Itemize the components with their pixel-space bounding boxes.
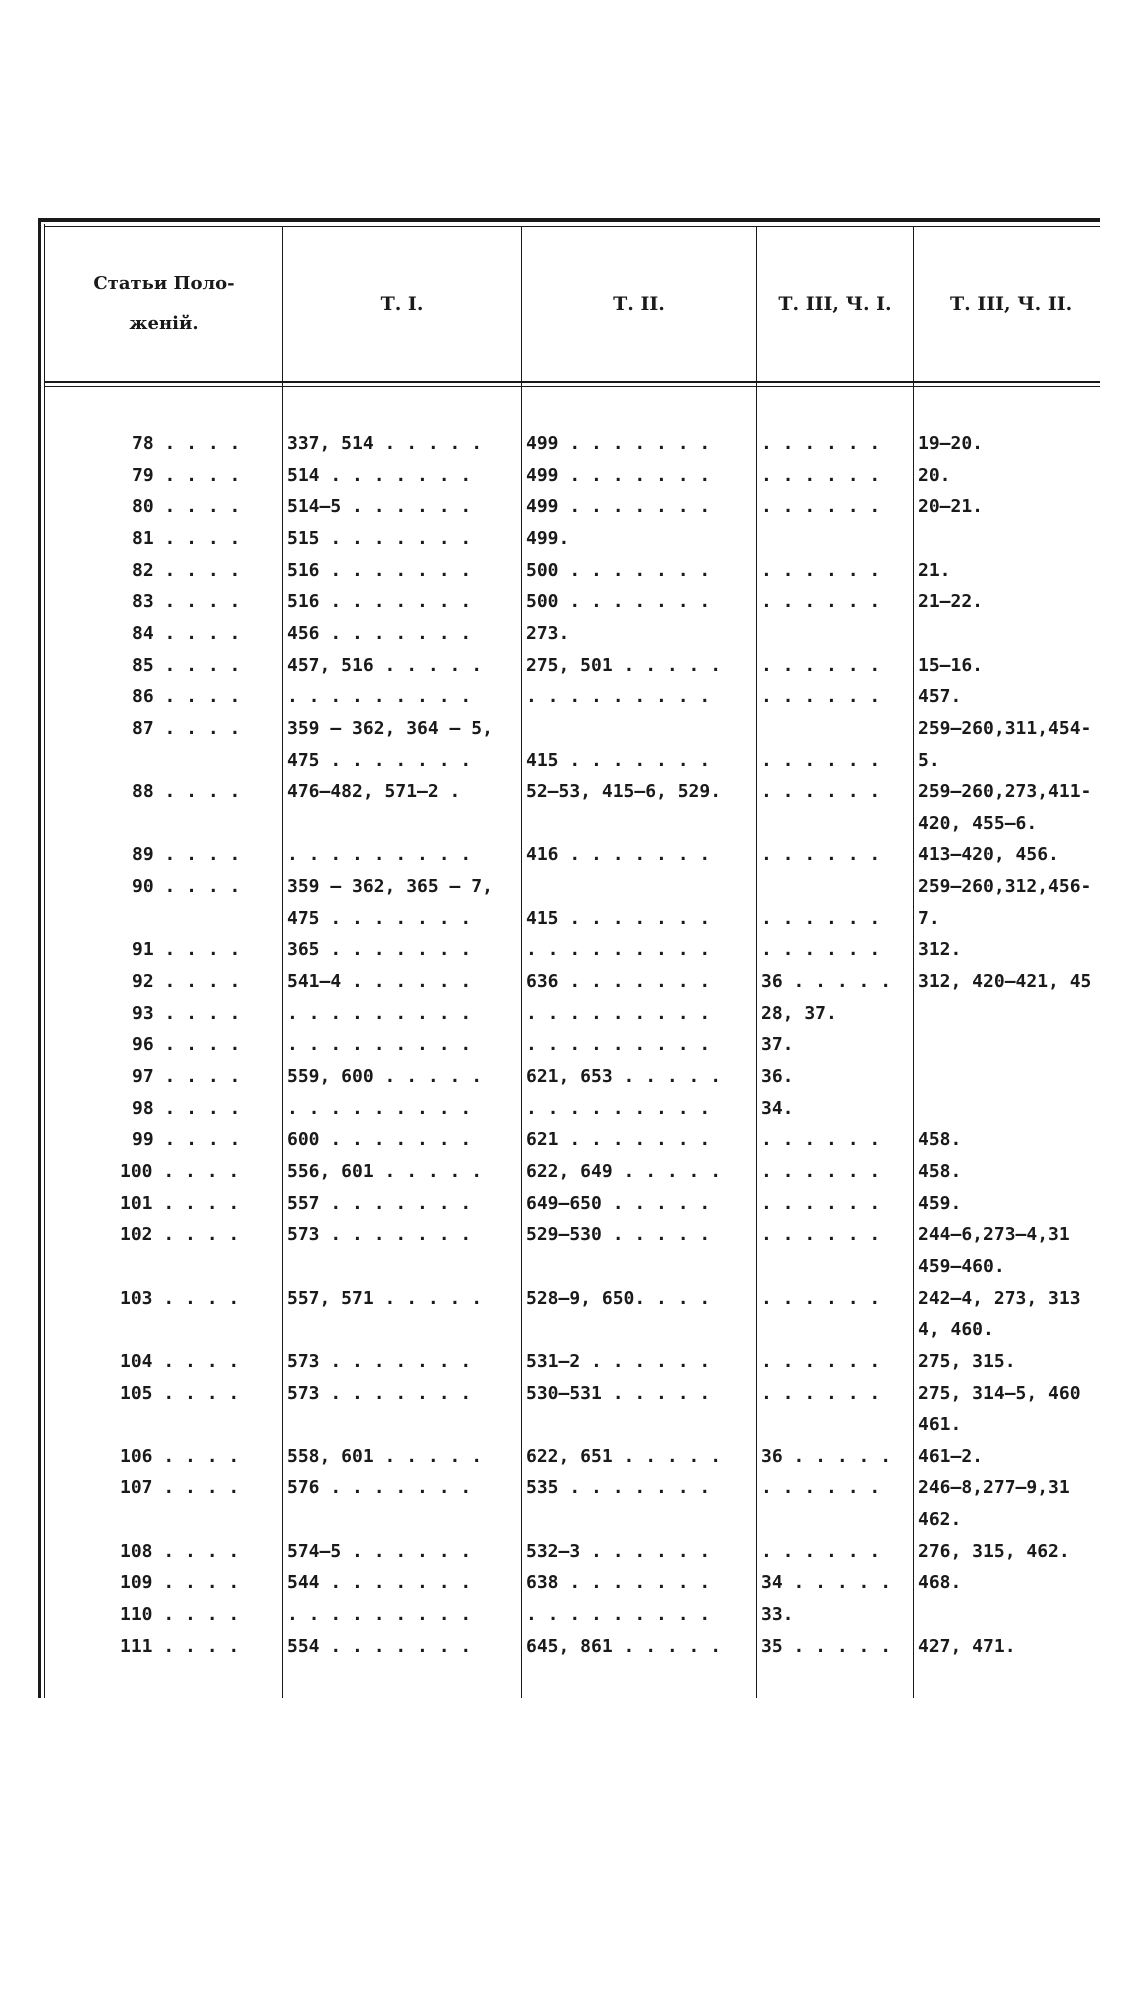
- table-cell: [918, 1599, 1100, 1630]
- table-cell: 108 . . . .: [120, 1540, 240, 1562]
- table-cell: 461—2.: [918, 1445, 984, 1467]
- table-cell: 35 . . . . .: [761, 1635, 892, 1657]
- table-row: [0, 1472, 1140, 1503]
- table-cell: 19—20.: [918, 433, 984, 454]
- table-cell: 359 — 362, 365 — 7,: [287, 876, 493, 898]
- table-row: [0, 934, 1140, 965]
- table-cell: 461.: [918, 1414, 962, 1436]
- table-cell: 415 . . . . . . .: [526, 907, 711, 929]
- table-cell: [761, 713, 911, 744]
- table-cell: . . . . . .: [761, 1287, 881, 1309]
- table-cell: 457.: [918, 686, 962, 708]
- table-cell: . . . . . .: [761, 433, 881, 454]
- table-cell: . . . . . .: [761, 844, 881, 866]
- table-row: [0, 745, 1140, 776]
- table-cell: 413—420, 456.: [918, 844, 1059, 866]
- table-cell: 476—482, 571—2 .: [287, 781, 461, 803]
- table-cell: 459—460.: [918, 1255, 1005, 1277]
- table-cell: 600 . . . . . . .: [287, 1129, 472, 1151]
- table-cell: 246—8,277—9,31: [918, 1477, 1070, 1499]
- table-cell: 275, 501 . . . . .: [526, 654, 722, 676]
- table-cell: 554 . . . . . . .: [287, 1635, 472, 1657]
- table-cell: 475 . . . . . . .: [287, 749, 472, 771]
- table-cell: 34 . . . . .: [761, 1572, 892, 1594]
- table-cell: 359 — 362, 364 — 5,: [287, 717, 493, 739]
- header-volume-3-part-2: Т. III, Ч. II.: [950, 293, 1073, 315]
- table-cell: . . . . . . . . .: [526, 686, 711, 708]
- table-cell: . . . . . .: [761, 686, 881, 708]
- table-cell: 574—5 . . . . . .: [287, 1540, 472, 1562]
- table-cell: . . . . . .: [761, 781, 881, 803]
- table-cell: . . . . . .: [761, 1382, 881, 1404]
- table-cell: 104 . . . .: [120, 1350, 240, 1372]
- table-cell: 531—2 . . . . . .: [526, 1350, 711, 1372]
- table-row: [0, 713, 1140, 744]
- table-cell: [287, 808, 517, 839]
- table-cell: 99 . . . .: [132, 1129, 241, 1151]
- table-cell: . . . . . .: [761, 1477, 881, 1499]
- table-cell: 638 . . . . . . .: [526, 1572, 711, 1594]
- table-cell: 89 . . . .: [132, 844, 241, 866]
- table-row: [0, 681, 1140, 712]
- table-cell: . . . . . .: [761, 907, 881, 929]
- table-cell: 83 . . . .: [132, 591, 241, 613]
- table-cell: 20—21.: [918, 496, 984, 518]
- table-cell: [92, 1409, 282, 1440]
- table-cell: [761, 871, 911, 902]
- table-cell: 109 . . . .: [120, 1572, 240, 1594]
- table-row: [0, 1156, 1140, 1187]
- table-cell: 110 . . . .: [120, 1604, 240, 1626]
- table-cell: 468.: [918, 1572, 962, 1594]
- table-cell: 645, 861 . . . . .: [526, 1635, 722, 1657]
- table-row: [0, 1124, 1140, 1155]
- table-cell: 276, 315, 462.: [918, 1540, 1070, 1562]
- table-cell: 111 . . . .: [120, 1635, 240, 1657]
- table-row: [0, 428, 1140, 459]
- table-cell: . . . . . .: [761, 1192, 881, 1214]
- table-cell: . . . . . . . . .: [526, 1604, 711, 1626]
- table-cell: 516 . . . . . . .: [287, 559, 472, 581]
- table-row: [0, 808, 1140, 839]
- table-row: [0, 650, 1140, 681]
- table-cell: 457, 516 . . . . .: [287, 654, 483, 676]
- table-cell: [287, 1409, 517, 1440]
- table-row: [0, 871, 1140, 902]
- table-cell: 622, 649 . . . . .: [526, 1160, 722, 1182]
- table-cell: 459.: [918, 1192, 962, 1214]
- table-cell: 273.: [526, 622, 570, 644]
- table-cell: [761, 1409, 911, 1440]
- table-cell: 90 . . . .: [132, 876, 241, 898]
- header-articles: Статьи Поло- женій.: [93, 273, 235, 334]
- table-row: [0, 460, 1140, 491]
- table-cell: 475 . . . . . . .: [287, 907, 472, 929]
- table-cell: 416 . . . . . . .: [526, 844, 711, 866]
- table-cell: 101 . . . .: [120, 1192, 240, 1214]
- table-cell: 91 . . . .: [132, 939, 241, 961]
- table-cell: 573 . . . . . . .: [287, 1350, 472, 1372]
- table-row: [0, 618, 1140, 649]
- table-cell: . . . . . . . . .: [287, 686, 472, 708]
- table-cell: . . . . . . . . .: [287, 1034, 472, 1056]
- table-row: [0, 523, 1140, 554]
- table-row: [0, 491, 1140, 522]
- table-cell: 4, 460.: [918, 1319, 994, 1341]
- table-cell: [918, 618, 1100, 649]
- table-cell: 88 . . . .: [132, 781, 241, 803]
- table-row: [0, 966, 1140, 997]
- table-cell: 365 . . . . . . .: [287, 939, 472, 961]
- table-cell: [918, 998, 1100, 1029]
- table-cell: [92, 1251, 282, 1282]
- table-cell: . . . . . . . . .: [526, 1034, 711, 1056]
- table-cell: 621 . . . . . . .: [526, 1129, 711, 1151]
- table-row: [0, 1504, 1140, 1535]
- table-cell: 427, 471.: [918, 1635, 1016, 1657]
- header-volume-3-part-1: Т. III, Ч. I.: [778, 293, 892, 315]
- table-row: [0, 1188, 1140, 1219]
- frame-border-top: [38, 218, 1100, 222]
- table-cell: [92, 1504, 282, 1535]
- table-cell: 312.: [918, 939, 962, 961]
- table-cell: 102 . . . .: [120, 1224, 240, 1246]
- table-cell: 81 . . . .: [132, 527, 241, 549]
- table-cell: 515 . . . . . . .: [287, 527, 472, 549]
- table-cell: . . . . . . . . .: [287, 844, 472, 866]
- table-cell: [287, 1251, 517, 1282]
- table-cell: . . . . . . . . .: [287, 1002, 472, 1024]
- table-cell: 52—53, 415—6, 529.: [526, 781, 722, 803]
- table-cell: 98 . . . .: [132, 1097, 241, 1119]
- table-cell: . . . . . . . . .: [526, 1097, 711, 1119]
- table-cell: 557 . . . . . . .: [287, 1192, 472, 1214]
- table-cell: . . . . . .: [761, 559, 881, 581]
- table-cell: 514 . . . . . . .: [287, 464, 472, 486]
- table-cell: 79 . . . .: [132, 464, 241, 486]
- table-cell: . . . . . . . . .: [287, 1604, 472, 1626]
- table-row: [0, 1314, 1140, 1345]
- table-cell: . . . . . .: [761, 1129, 881, 1151]
- table-cell: 244—6,273—4,31: [918, 1224, 1070, 1246]
- table-row: [0, 1631, 1140, 1662]
- table-cell: 529—530 . . . . .: [526, 1224, 711, 1246]
- table-cell: 106 . . . .: [120, 1445, 240, 1467]
- table-cell: 242—4, 273, 313: [918, 1287, 1081, 1309]
- table-cell: 516 . . . . . . .: [287, 591, 472, 613]
- table-cell: [92, 1314, 282, 1345]
- table-cell: 5.: [918, 749, 940, 771]
- table-cell: [287, 1504, 517, 1535]
- table-cell: [761, 1314, 911, 1345]
- table-cell: 87 . . . .: [132, 717, 241, 739]
- table-cell: 259—260,273,411-: [918, 781, 1092, 803]
- table-cell: . . . . . .: [761, 939, 881, 961]
- table-cell: [526, 713, 752, 744]
- table-cell: [526, 1251, 752, 1282]
- table-cell: 275, 314—5, 460: [918, 1382, 1081, 1404]
- table-row: [0, 1219, 1140, 1250]
- table-cell: [526, 808, 752, 839]
- table-cell: [761, 523, 911, 554]
- table-row: [0, 555, 1140, 586]
- table-cell: . . . . . .: [761, 591, 881, 613]
- table-cell: 92 . . . .: [132, 971, 241, 993]
- table-cell: 499.: [526, 527, 570, 549]
- table-cell: 312, 420—421, 45: [918, 971, 1092, 993]
- table-cell: 337, 514 . . . . .: [287, 433, 483, 454]
- table-cell: 82 . . . .: [132, 559, 241, 581]
- table-cell: 103 . . . .: [120, 1287, 240, 1309]
- table-row: [0, 903, 1140, 934]
- table-cell: 557, 571 . . . . .: [287, 1287, 483, 1309]
- table-cell: [761, 808, 911, 839]
- table-cell: . . . . . .: [761, 654, 881, 676]
- table-cell: [761, 1504, 911, 1535]
- table-cell: 500 . . . . . . .: [526, 591, 711, 613]
- table-cell: 20.: [918, 464, 951, 486]
- table-cell: . . . . . .: [761, 1350, 881, 1372]
- table-cell: . . . . . .: [761, 1224, 881, 1246]
- table-row: [0, 1251, 1140, 1282]
- table-cell: 500 . . . . . . .: [526, 559, 711, 581]
- table-cell: 80 . . . .: [132, 496, 241, 518]
- table-cell: [92, 903, 282, 934]
- header-rule-inner: [44, 386, 1100, 387]
- table-cell: . . . . . .: [761, 1160, 881, 1182]
- table-cell: . . . . . .: [761, 1540, 881, 1562]
- table-cell: 97 . . . .: [132, 1066, 241, 1087]
- table-cell: 621, 653 . . . . .: [526, 1066, 722, 1087]
- table-cell: 499 . . . . . . .: [526, 496, 711, 518]
- table-cell: 33.: [761, 1604, 794, 1626]
- table-cell: 275, 315.: [918, 1350, 1016, 1372]
- table-row: [0, 1567, 1140, 1598]
- table-cell: [92, 745, 282, 776]
- table-cell: 7.: [918, 907, 940, 929]
- table-cell: [526, 871, 752, 902]
- table-cell: 559, 600 . . . . .: [287, 1066, 483, 1087]
- table-row: [0, 776, 1140, 807]
- table-cell: 573 . . . . . . .: [287, 1224, 472, 1246]
- table-cell: 100 . . . .: [120, 1160, 240, 1182]
- table-cell: 37.: [761, 1034, 794, 1056]
- table-cell: 649—650 . . . . .: [526, 1192, 711, 1214]
- table-row: [0, 1441, 1140, 1472]
- table-cell: 576 . . . . . . .: [287, 1477, 472, 1499]
- table-cell: 15—16.: [918, 654, 984, 676]
- table-cell: [918, 523, 1100, 554]
- header-volume-1: Т. I.: [380, 293, 424, 315]
- table-cell: 514—5 . . . . . .: [287, 496, 472, 518]
- table-cell: [526, 1409, 752, 1440]
- table-cell: [761, 618, 911, 649]
- table-cell: 462.: [918, 1509, 962, 1531]
- table-cell: 36 . . . . .: [761, 1445, 892, 1467]
- table-cell: 622, 651 . . . . .: [526, 1445, 722, 1467]
- table-row: [0, 1093, 1140, 1124]
- table-cell: 544 . . . . . . .: [287, 1572, 472, 1594]
- table-cell: 259—260,311,454-: [918, 717, 1092, 739]
- table-row: [0, 1409, 1140, 1440]
- table-cell: 36.: [761, 1066, 794, 1087]
- table-cell: . . . . . .: [761, 749, 881, 771]
- table-cell: 107 . . . .: [120, 1477, 240, 1499]
- table-cell: 528—9, 650. . . .: [526, 1287, 711, 1309]
- table-cell: 541—4 . . . . . .: [287, 971, 472, 993]
- table-cell: 530—531 . . . . .: [526, 1382, 711, 1404]
- table-cell: 636 . . . . . . .: [526, 971, 711, 993]
- table-cell: [918, 1093, 1100, 1124]
- table-row: [0, 839, 1140, 870]
- table-cell: [526, 1314, 752, 1345]
- table-row: [0, 998, 1140, 1029]
- table-cell: 93 . . . .: [132, 1002, 241, 1024]
- table-cell: 535 . . . . . . .: [526, 1477, 711, 1499]
- table-cell: 28, 37.: [761, 1002, 837, 1024]
- table-cell: 456 . . . . . . .: [287, 622, 472, 644]
- table-cell: [526, 1504, 752, 1535]
- table-row: [0, 1378, 1140, 1409]
- table-row: [0, 1061, 1140, 1092]
- table-row: [0, 1029, 1140, 1060]
- table-cell: 259—260,312,456-: [918, 876, 1092, 898]
- table-cell: 499 . . . . . . .: [526, 433, 711, 454]
- table-cell: . . . . . .: [761, 464, 881, 486]
- header-rule: [44, 381, 1100, 383]
- table-cell: 86 . . . .: [132, 686, 241, 708]
- table-cell: 21—22.: [918, 591, 984, 613]
- header-volume-2: Т. II.: [613, 293, 665, 315]
- table-cell: 96 . . . .: [132, 1034, 241, 1056]
- table-cell: 420, 455—6.: [918, 812, 1038, 834]
- table-cell: 532—3 . . . . . .: [526, 1540, 711, 1562]
- table-row: [0, 1283, 1140, 1314]
- table-cell: 85 . . . .: [132, 654, 241, 676]
- table-cell: [761, 1251, 911, 1282]
- table-cell: 499 . . . . . . .: [526, 464, 711, 486]
- table-cell: . . . . . .: [761, 496, 881, 518]
- table-cell: 34.: [761, 1097, 794, 1119]
- table-cell: 36 . . . . .: [761, 971, 892, 993]
- table-cell: . . . . . . . . .: [526, 1002, 711, 1024]
- table-row: [0, 586, 1140, 617]
- table-cell: 21.: [918, 559, 951, 581]
- table-cell: 458.: [918, 1160, 962, 1182]
- table-cell: 78 . . . .: [132, 433, 241, 454]
- table-cell: [918, 1029, 1100, 1060]
- table-cell: 558, 601 . . . . .: [287, 1445, 483, 1467]
- table-cell: 84 . . . .: [132, 622, 241, 644]
- table-row: [0, 1599, 1140, 1630]
- table-cell: [287, 1314, 517, 1345]
- table-cell: 556, 601 . . . . .: [287, 1160, 483, 1182]
- table-cell: [92, 808, 282, 839]
- table-cell: 458.: [918, 1129, 962, 1151]
- table-row: [0, 1536, 1140, 1567]
- table-cell: 573 . . . . . . .: [287, 1382, 472, 1404]
- table-cell: . . . . . . . . .: [526, 939, 711, 961]
- table-cell: . . . . . . . . .: [287, 1097, 472, 1119]
- table-cell: 105 . . . .: [120, 1382, 240, 1404]
- table-cell: 415 . . . . . . .: [526, 749, 711, 771]
- table-row: [0, 1346, 1140, 1377]
- table-cell: [918, 1061, 1100, 1092]
